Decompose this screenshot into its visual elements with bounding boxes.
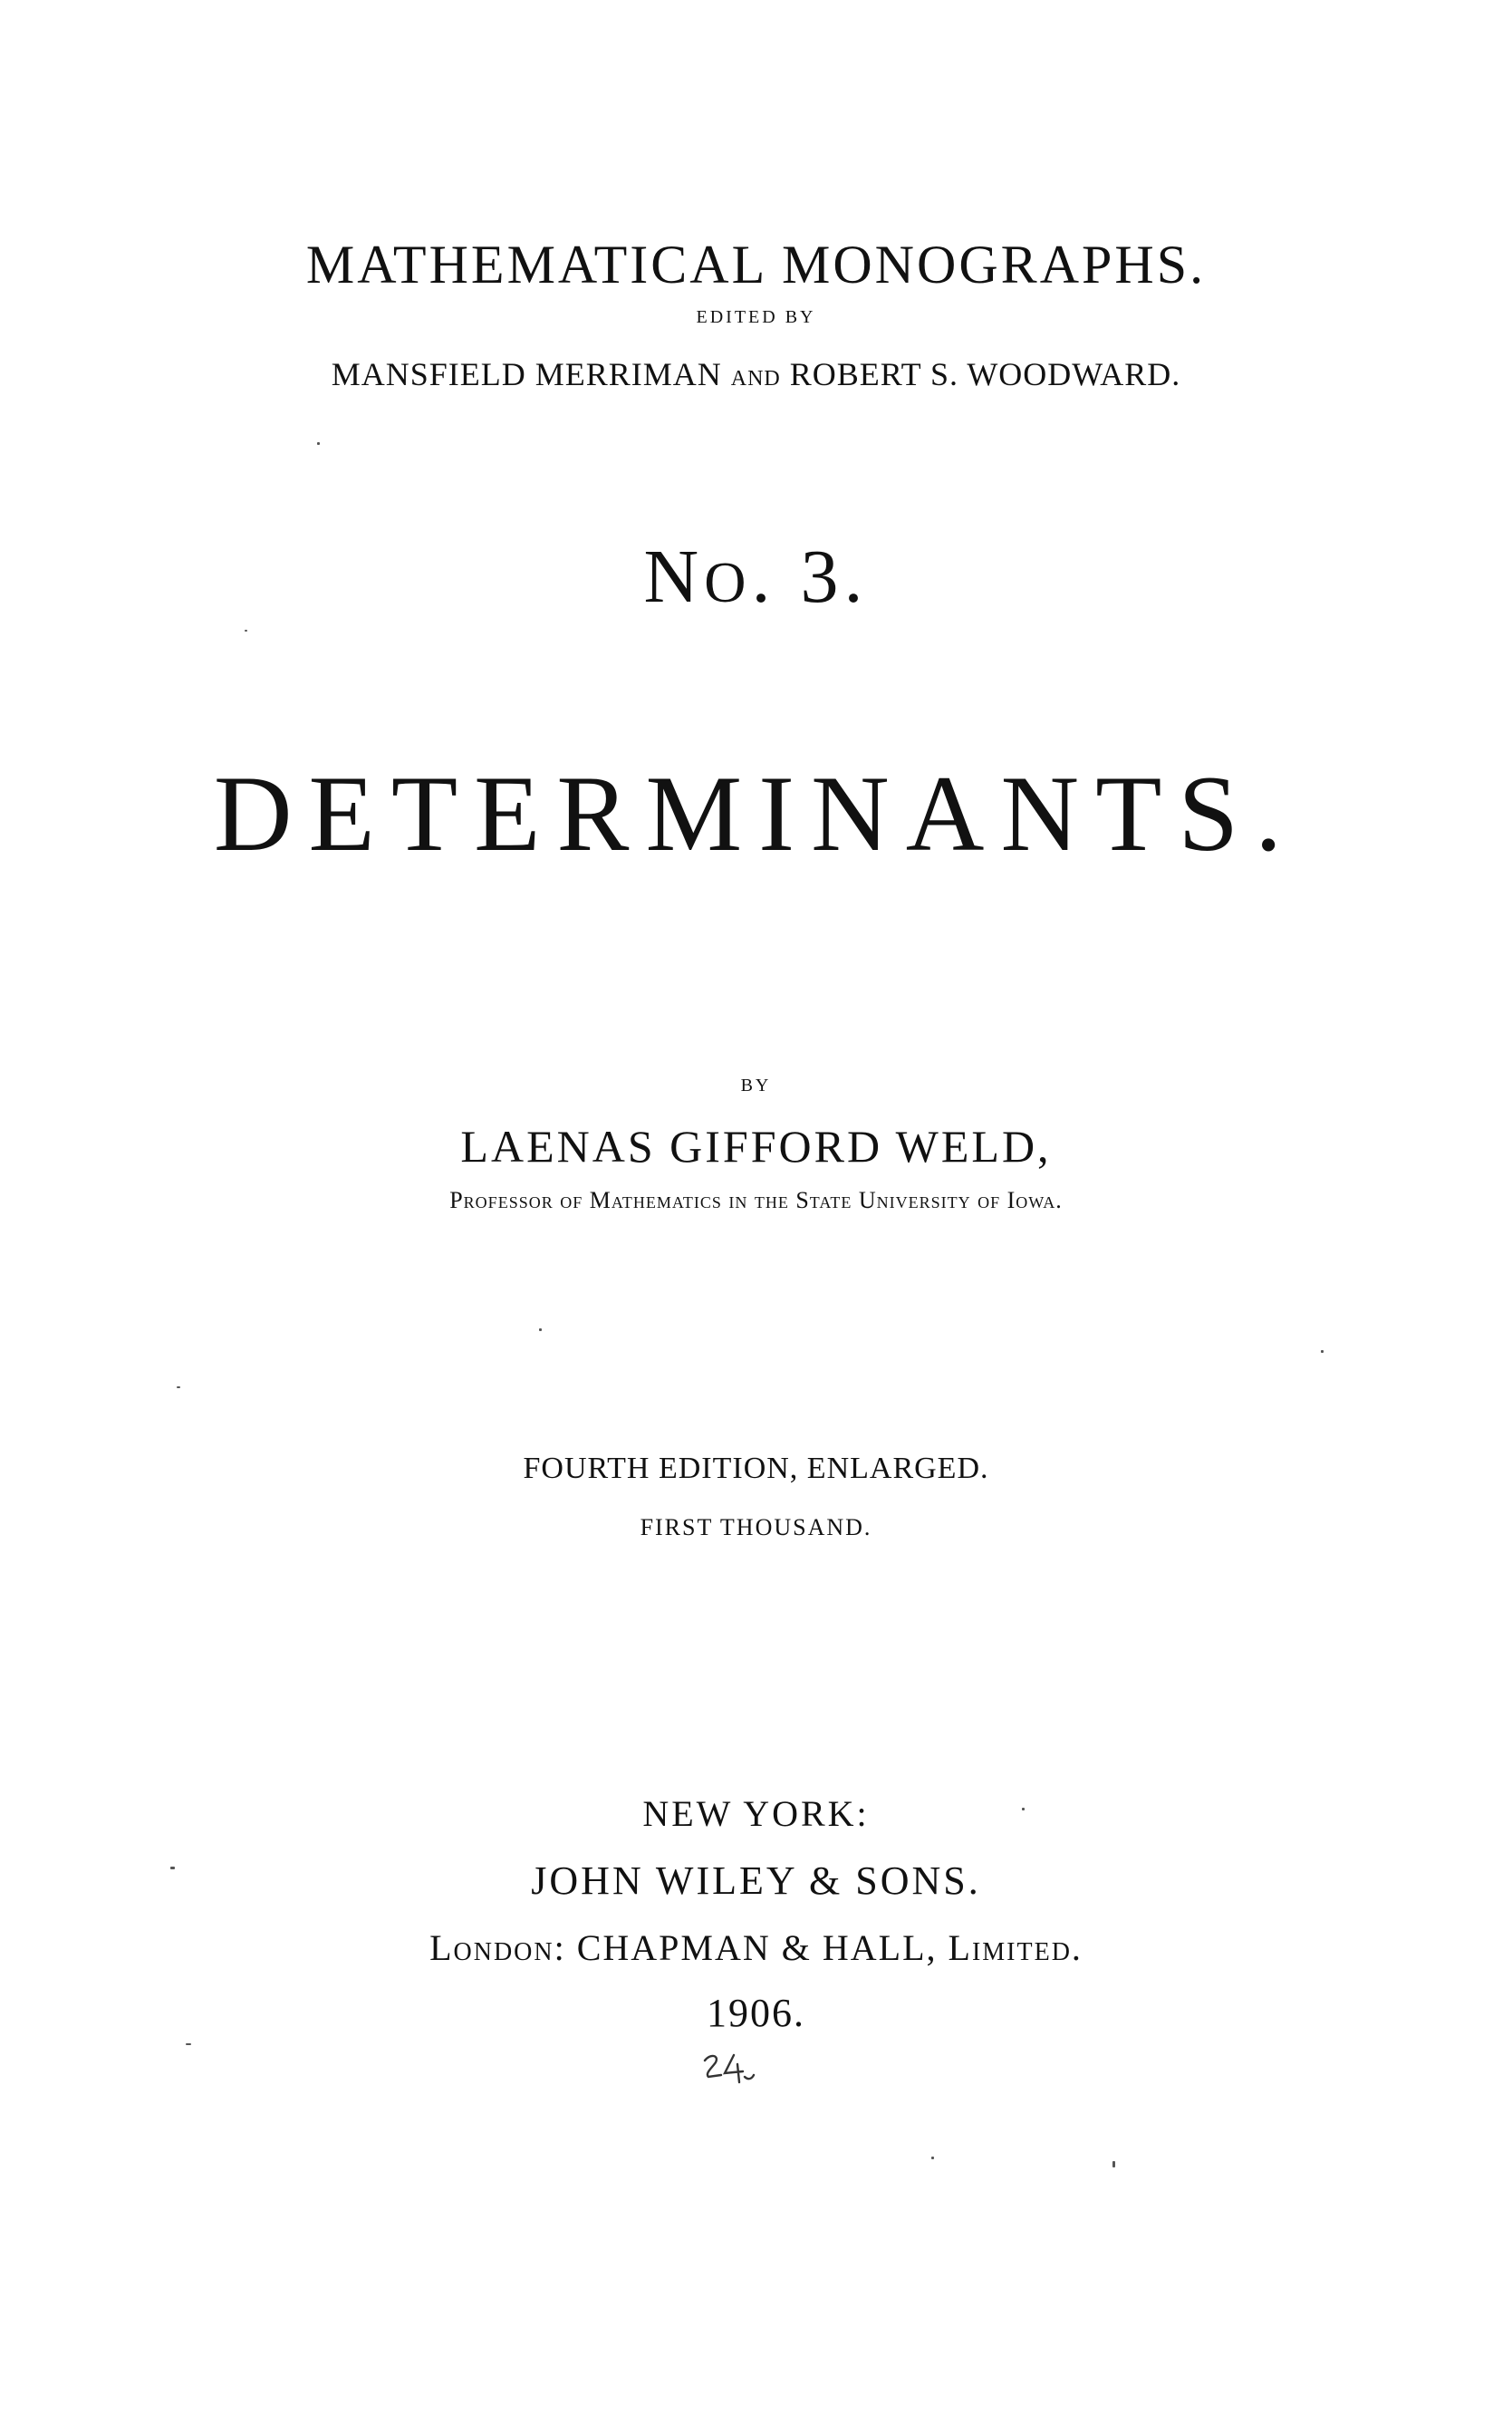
scan-speck [1112,2161,1115,2167]
by-label: BY [740,1076,772,1096]
handwritten-mark [698,2050,770,2086]
series-title: MATHEMATICAL MONOGRAPHS. [305,235,1207,294]
monograph-number [0,535,1512,619]
author-affiliation: Professor of Mathematics in the State University of Iowa. [449,1187,1063,1213]
scan-speck [1022,1808,1025,1810]
imprint-publisher: JOHN WILEY & SONS. [531,1858,981,1903]
editors-line [0,358,1512,391]
scan-speck [177,1386,180,1388]
scan-speck [539,1328,542,1331]
scan-speck [170,1867,175,1869]
imprint-year: 1906. [707,1991,805,2035]
london-publisher: CHAPMAN & HALL, [565,1927,949,1968]
editor-first: MANSFIELD MERRIMAN [331,356,731,392]
scan-speck [1321,1350,1324,1353]
scan-speck [186,2043,191,2045]
imprint-london [0,1927,1512,1968]
imprint-city: NEW YORK: [642,1793,870,1834]
scan-speck [931,2157,934,2159]
london-label: London: [429,1927,566,1968]
number-value: . 3. [751,535,869,619]
author-name: LAENAS GIFFORD WELD, [460,1121,1052,1172]
london-limited: Limited. [948,1927,1083,1968]
scan-speck [245,630,247,632]
book-title: DETERMINANTS. [213,753,1299,874]
printing-line: FIRST THOUSAND. [640,1514,872,1540]
scan-speck [317,442,320,445]
editor-second: ROBERT S. WOODWARD. [780,356,1181,392]
edition-line: FOURTH EDITION, ENLARGED. [523,1452,989,1485]
number-prefix-small: O [704,550,752,614]
number-prefix-big: N [643,535,705,619]
edited-by-label: EDITED BY [696,307,816,327]
editors-and: AND [730,367,781,391]
